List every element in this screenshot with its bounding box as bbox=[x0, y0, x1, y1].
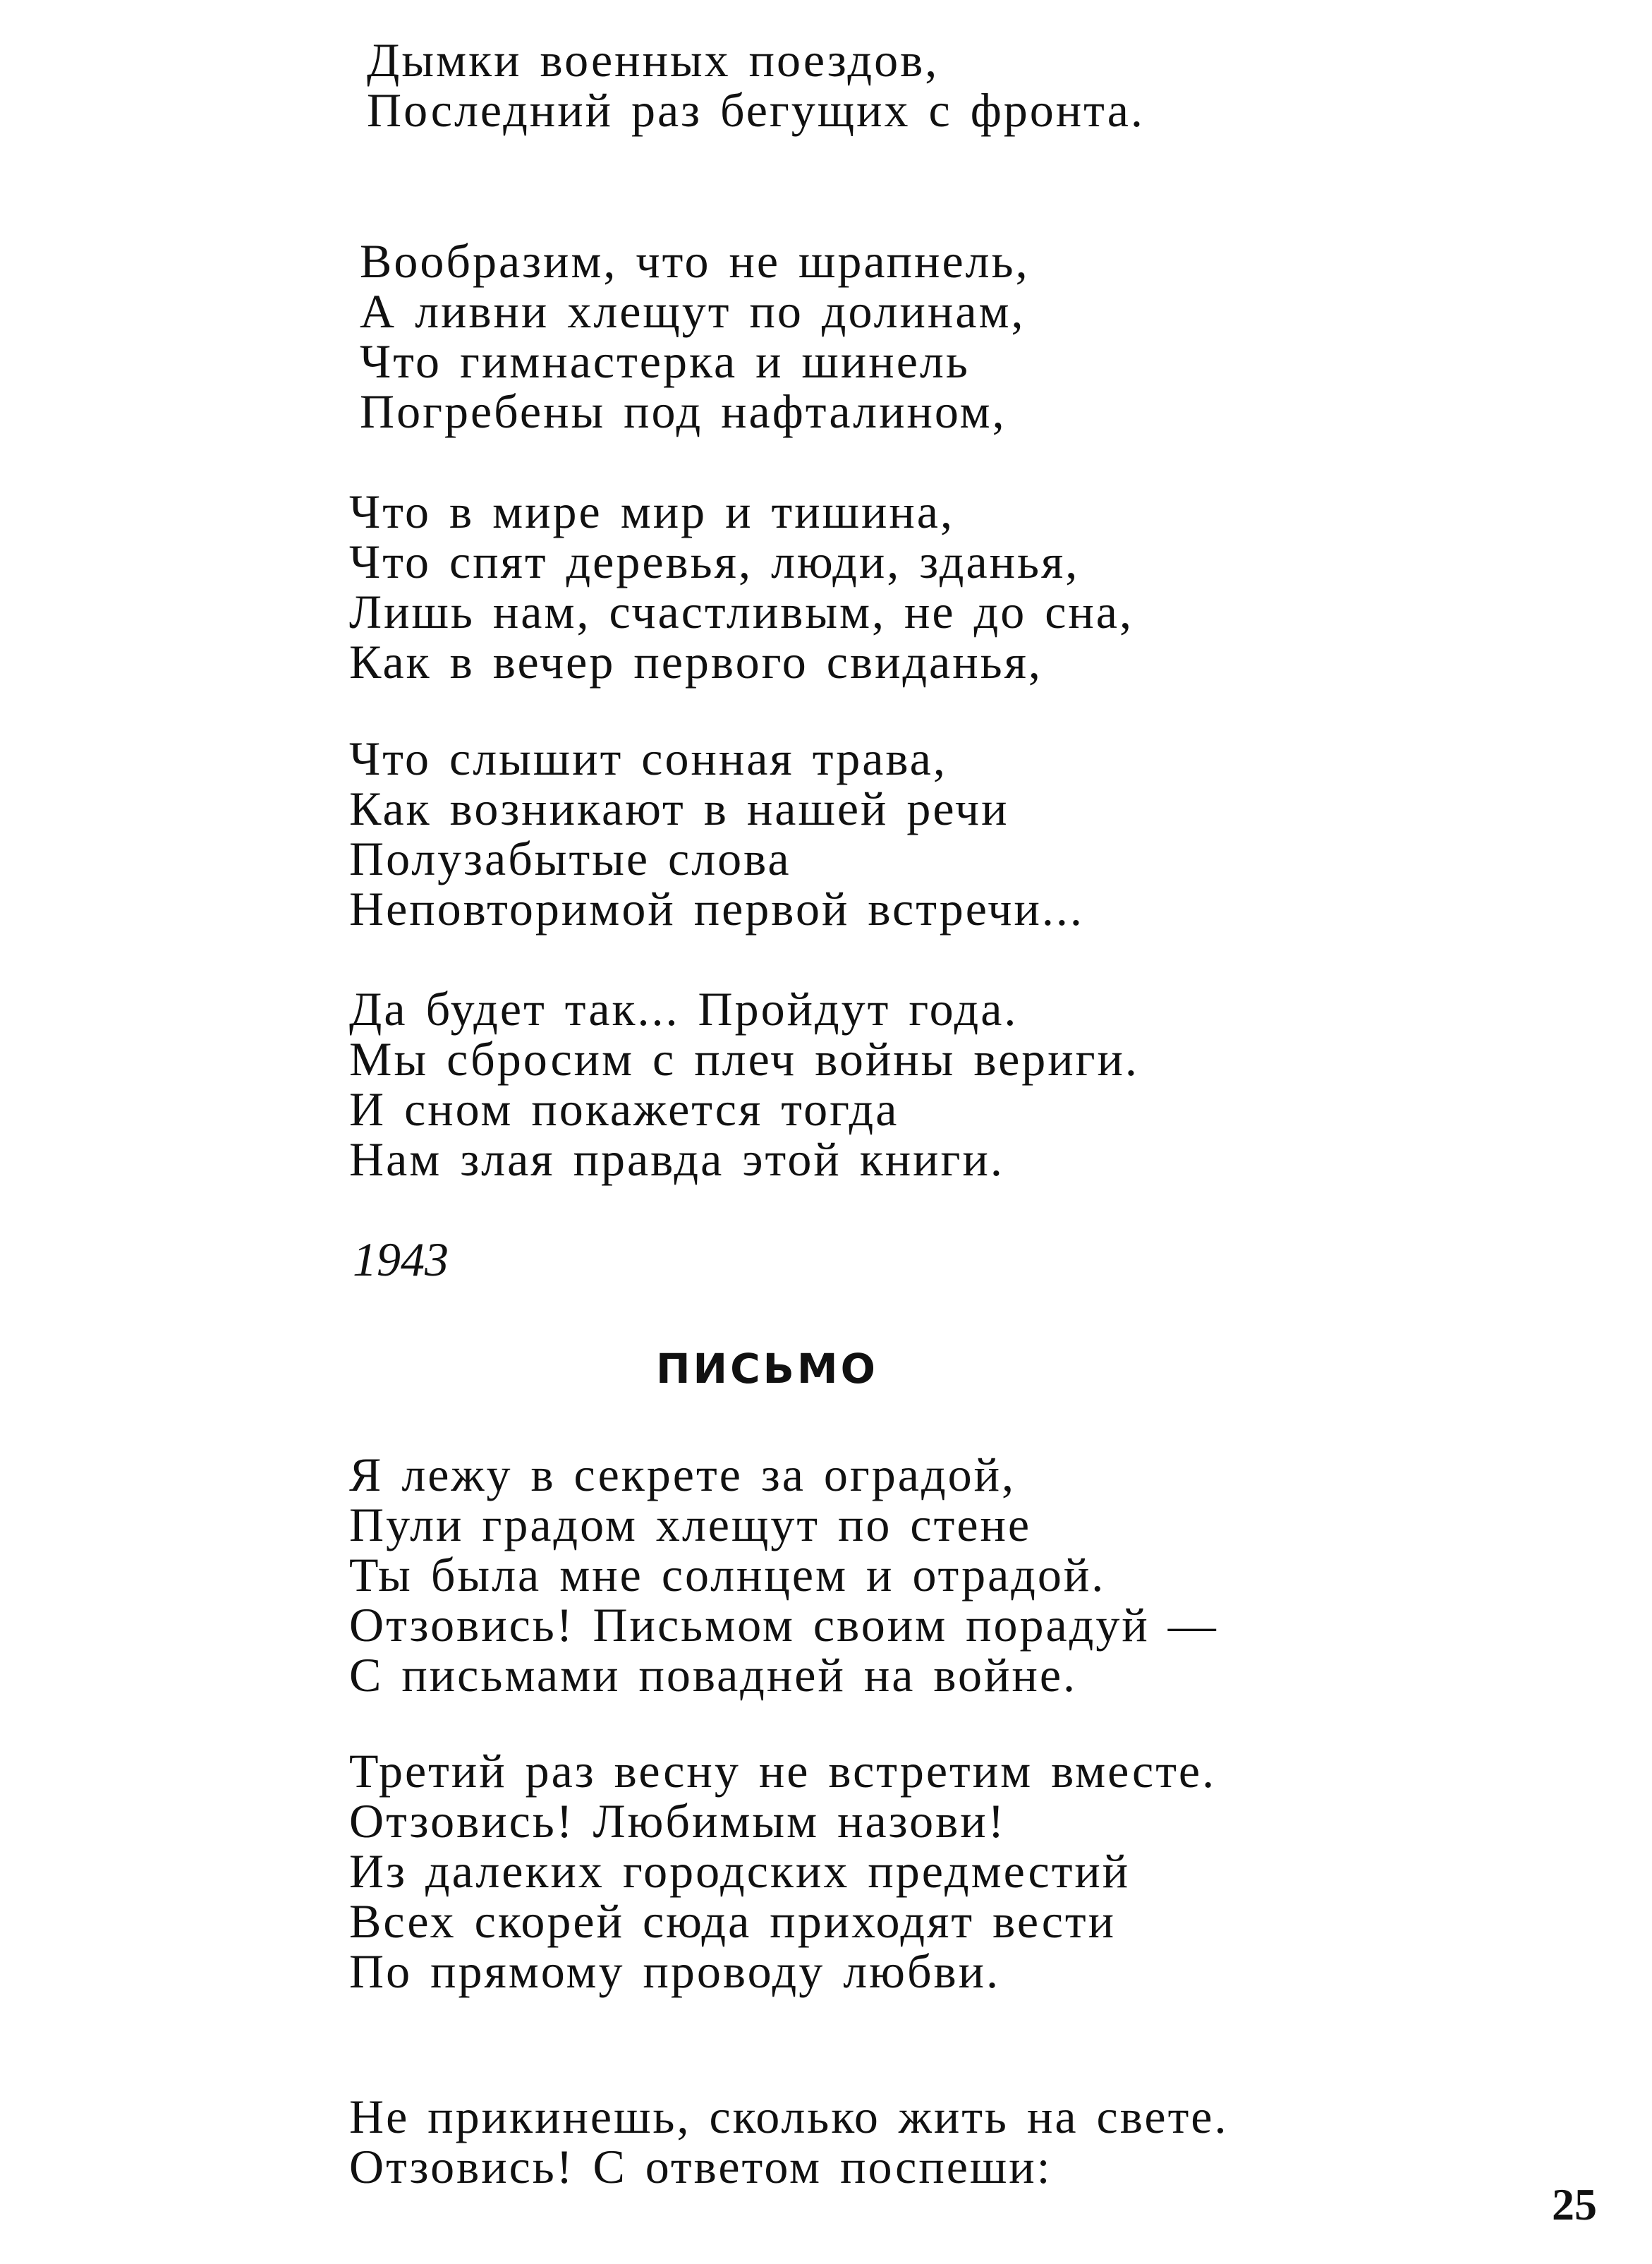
poem-line: Дымки военных поездов, bbox=[367, 33, 940, 87]
stanza bbox=[349, 734, 1084, 934]
poem-line: По прямому проводу любви. bbox=[349, 1944, 1001, 1998]
poem-line: Как в вечер первого свиданья, bbox=[349, 635, 1043, 689]
poem-line: Мы сбросим с плеч войны вериги. bbox=[349, 1032, 1139, 1086]
stanza bbox=[349, 487, 1134, 687]
poem-line: Последний раз бегущих с фронта. bbox=[367, 83, 1145, 137]
poem-line: Что слышит сонная трава, bbox=[349, 732, 947, 785]
poem-line: Что гимнастерка и шинель bbox=[360, 334, 970, 388]
poem-line: Отзовись! Письмом своим порадуй — bbox=[349, 1598, 1218, 1652]
poem-year: 1943 bbox=[353, 1233, 449, 1286]
poem-line: Всех скорей сюда приходят вести bbox=[349, 1894, 1116, 1948]
poem-line: Я лежу в секрете за оградой, bbox=[349, 1448, 1016, 1501]
poem-line: Да будет так... Пройдут года. bbox=[349, 982, 1019, 1036]
poem-line: Что спят деревья, люди, зданья, bbox=[349, 535, 1080, 588]
poem-line: Полузабытые слова bbox=[349, 832, 791, 885]
poem-line: Нам злая правда этой книги. bbox=[349, 1132, 1004, 1186]
poem-line: Погребены под нафталином, bbox=[360, 385, 1007, 438]
page-number: 25 bbox=[1552, 2179, 1597, 2229]
poem-line: Из далеких городских предместий bbox=[349, 1844, 1131, 1898]
poem-line: Лишь нам, счастливым, не до сна, bbox=[349, 585, 1134, 638]
poem-line: Вообразим, что не шрапнель, bbox=[360, 234, 1030, 288]
poem-line: Пули градом хлещут по стене bbox=[349, 1498, 1032, 1551]
poem-line: Ты была мне солнцем и отрадой. bbox=[349, 1548, 1106, 1602]
poem-line: Как возникают в нашей речи bbox=[349, 782, 1009, 835]
poem-line: Отзовись! С ответом поспеши: bbox=[349, 2140, 1052, 2193]
stanza bbox=[349, 984, 1139, 1185]
poem-line: Третий раз весну не встретим вместе. bbox=[349, 1744, 1217, 1798]
poem-line: Неповторимой первой встречи... bbox=[349, 882, 1084, 936]
poem-line: Что в мире мир и тишина, bbox=[349, 485, 954, 538]
poem-line: Отзовись! Любимым назови! bbox=[349, 1794, 1007, 1848]
stanza bbox=[349, 1450, 1218, 1700]
stanza bbox=[349, 2092, 1229, 2192]
poem-title: ПИСЬМО bbox=[656, 1345, 878, 1393]
poem-line: С письмами повадней на войне. bbox=[349, 1648, 1078, 1702]
stanza bbox=[349, 1746, 1216, 1997]
poem-line: Не прикинешь, сколько жить на свете. bbox=[349, 2090, 1229, 2143]
poem-line: И сном покажется тогда bbox=[349, 1082, 899, 1136]
stanza-continued bbox=[367, 35, 1145, 135]
poem-line: А ливни хлещут по долинам, bbox=[360, 284, 1026, 338]
stanza bbox=[360, 236, 1030, 437]
